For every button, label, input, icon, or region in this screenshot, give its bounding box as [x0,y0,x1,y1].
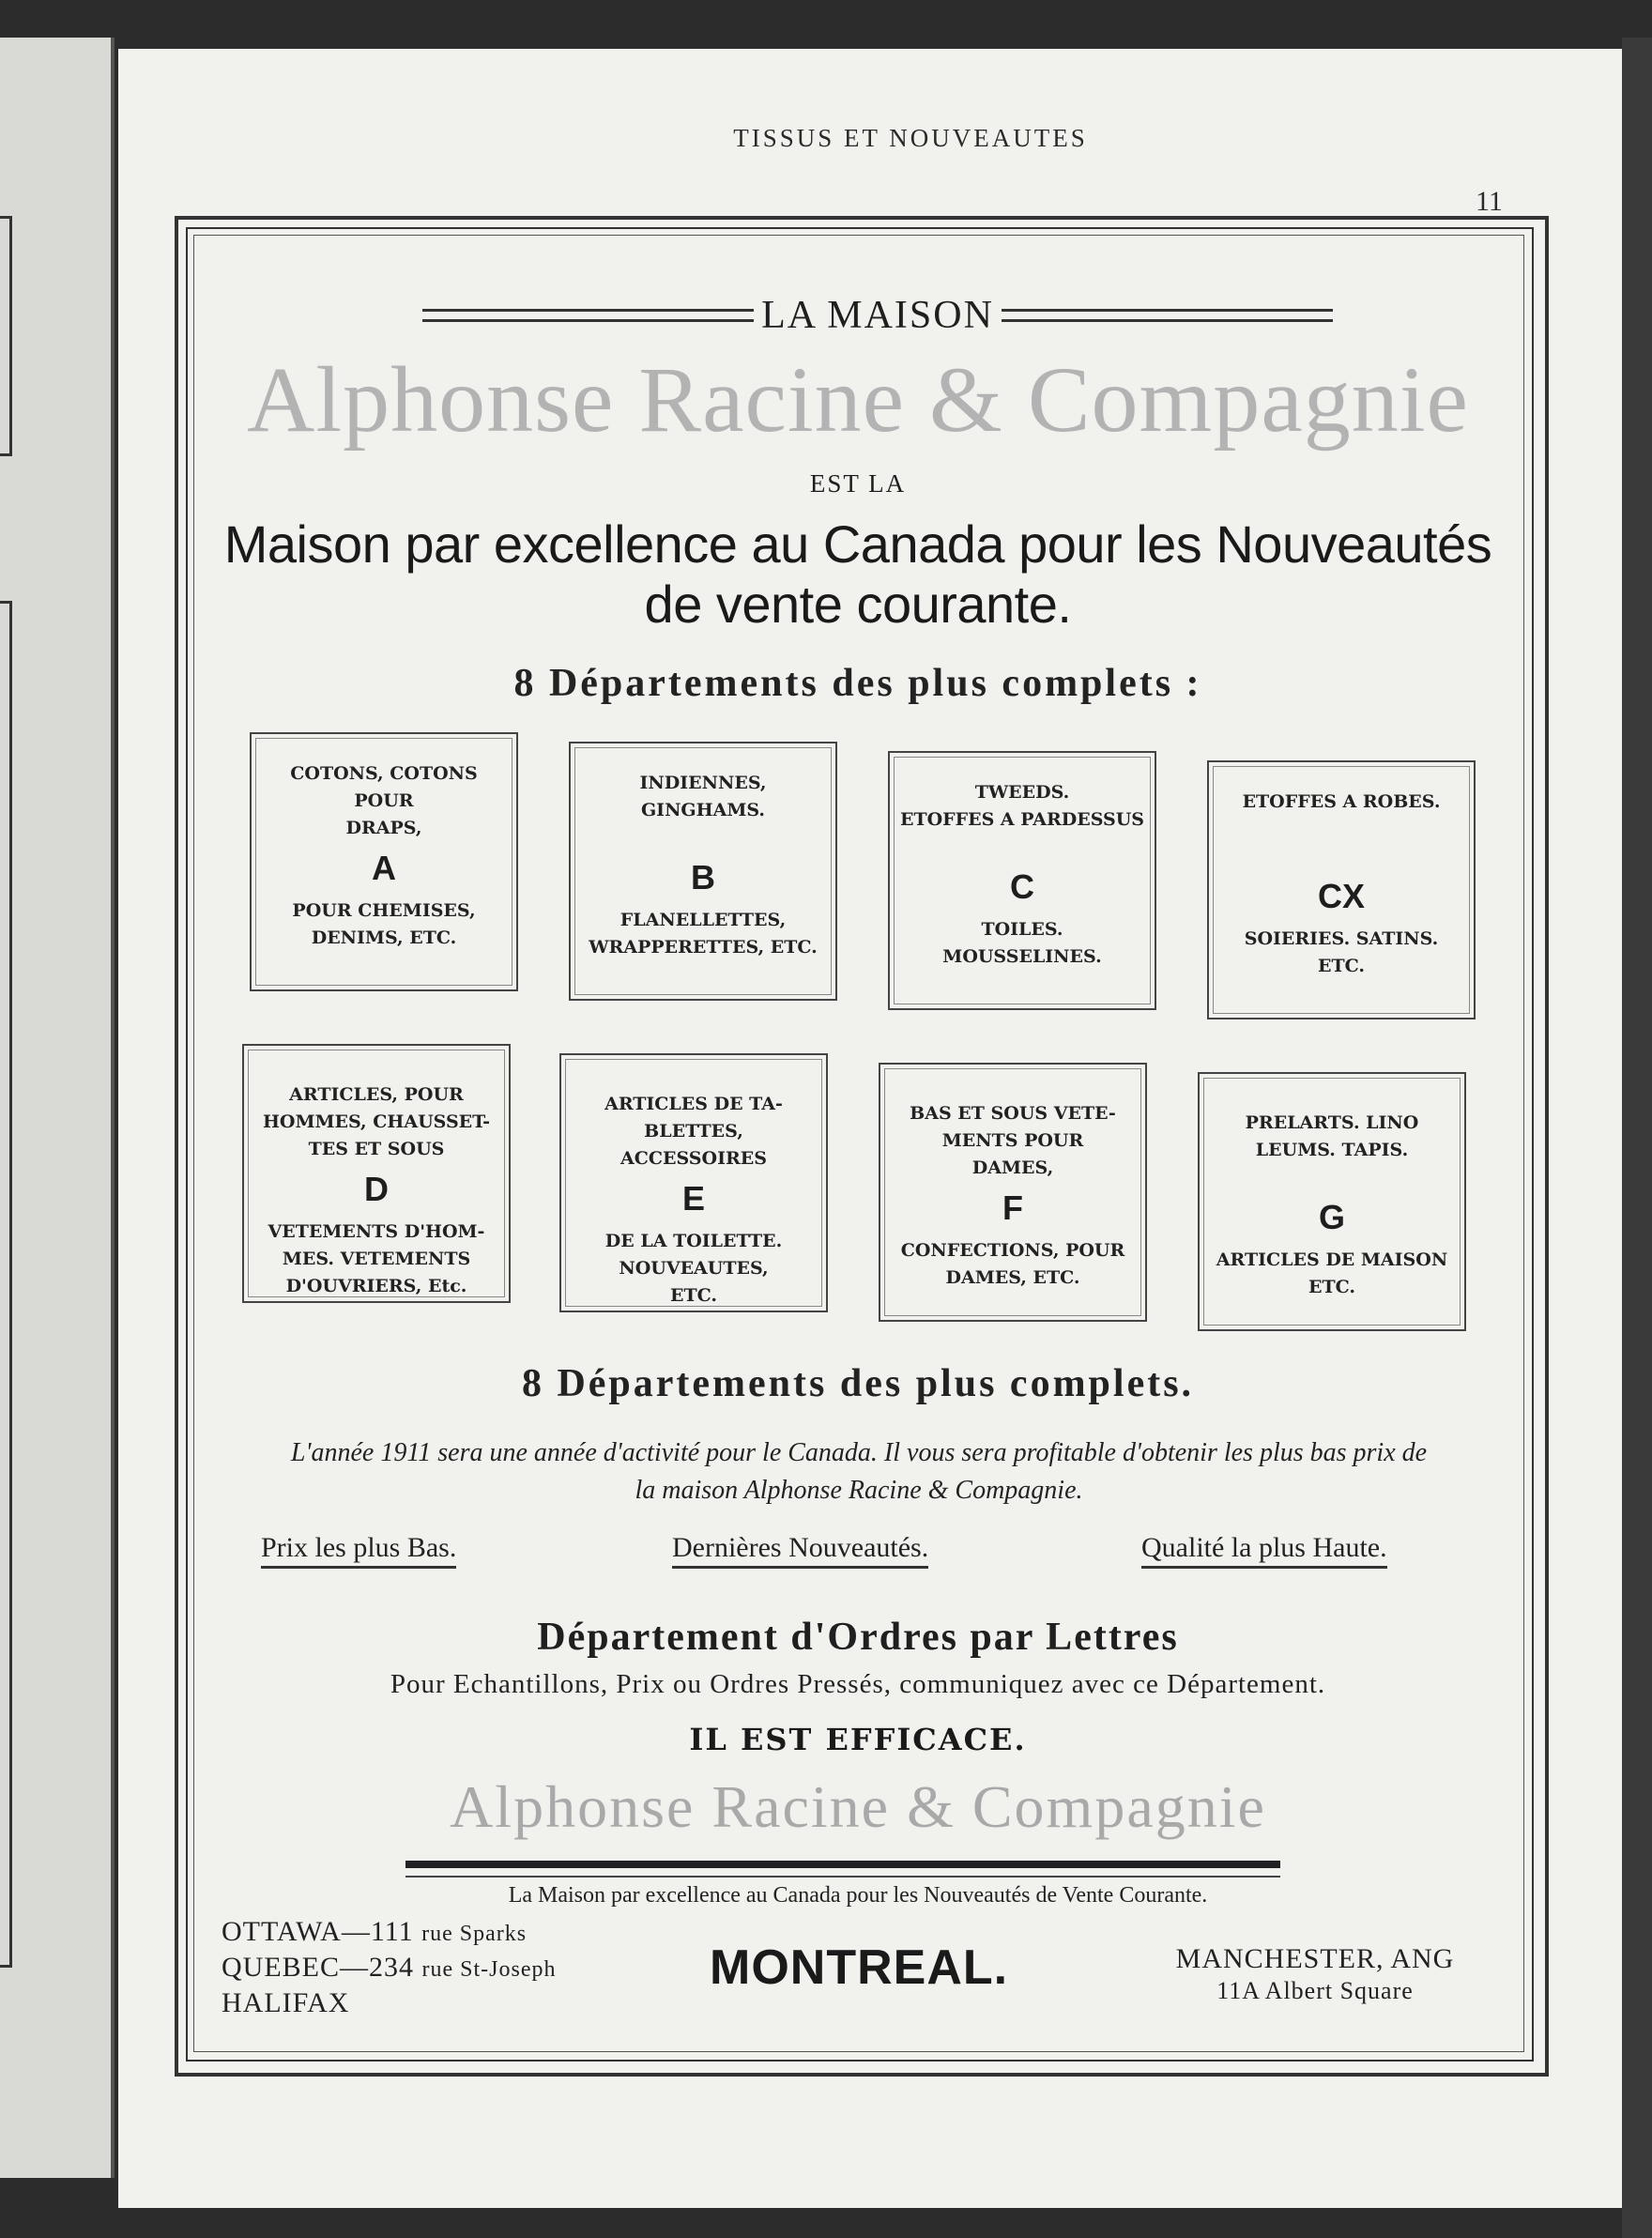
previous-page-edge [0,38,115,2178]
running-head: TISSUS ET NOUVEAUTES [733,124,1088,152]
address-manchester: MANCHESTER, ANG [1175,1943,1455,1974]
efficace-slogan: IL EST EFFICACE. [689,1722,1027,1757]
la-maison-row [422,293,1333,338]
department-box [250,732,518,991]
headline-line-2: de vente courante. [644,575,1072,634]
department-box [1198,1072,1466,1331]
sub-brand-line: La Maison par excellence au Canada pour les Nouveautés de Vente Courante. [508,1883,1208,1908]
department-top-text: COTONS, COTONS POUR DRAPS, [290,763,478,838]
departments-heading-bottom: 8 Départements des plus complets. [521,1362,1195,1405]
address-quebec [222,1951,556,1986]
mail-order-department-heading: Département d'Ordres par Lettres [537,1616,1179,1659]
previous-page-frame-top [0,216,12,456]
headline [193,514,1522,635]
la-maison-label: LA MAISON [761,294,994,337]
department-top-text: TWEEDS. ETOFFES A PARDESSUS [899,782,1145,830]
brand-underline-rule [405,1861,1280,1878]
headline-line-1: Maison par excellence au Canada pour les Nouveautés [223,514,1492,574]
department-letter: C [1010,867,1034,906]
department-top-text: PRELARTS. LINO LEUMS. TAPIS. [1245,1112,1419,1160]
department-top-text: BAS ET SOUS VETE- MENTS POUR DAMES, [910,1103,1116,1178]
department-box [888,751,1156,1010]
department-letter: D [364,1170,389,1208]
department-bottom-text: ARTICLES DE MAISON ETC. [1216,1249,1448,1297]
department-bottom-text: CONFECTIONS, POUR DAMES, ETC. [900,1240,1125,1288]
address-albert-square: 11A Albert Square [1216,1977,1414,2004]
department-bottom-text: SOIERIES. SATINS. ETC. [1244,928,1439,976]
city-montreal: MONTREAL. [710,1940,1009,1995]
department-letter: F [1002,1188,1023,1227]
department-letter: A [372,849,396,887]
department-box [1207,760,1476,1019]
tagline-lowest-prices: Prix les plus Bas. [261,1532,456,1569]
address-halifax: HALIFAX [222,1987,350,2018]
address-ottawa-city: OTTAWA—111 [222,1916,414,1947]
department-letter: E [681,1179,705,1218]
double-rule-right [1002,309,1333,322]
departments-heading-top: 8 Départements des plus complets : [513,662,1202,705]
tagline-latest-novelties: Dernières Nouveautés. [672,1532,928,1569]
address-block-left [222,1915,556,2020]
department-bottom-text: FLANELLETTES, WRAPPERETTES, ETC. [589,910,818,958]
department-letter: B [691,858,715,897]
tagline-highest-quality: Qualité la plus Haute. [1141,1532,1387,1569]
address-ottawa-street: rue Sparks [421,1922,528,1946]
department-top-text: ETOFFES A ROBES. [1242,791,1441,812]
department-box [242,1044,511,1303]
department-top-text: ARTICLES DE TA- BLETTES, ACCESSOIRES [604,1094,783,1169]
department-box [569,742,837,1001]
department-bottom-text: VETEMENTS D'HOM- MES. VETEMENTS D'OUVRIERS, Etc. [268,1221,485,1296]
mail-order-description: Pour Echantillons, Prix ou Ordres Pressés, communiquez avec ce Département. [390,1669,1326,1699]
address-quebec-street: rue St-Joseph [421,1957,557,1982]
brand-title: Alphonse Racine & Compagnie [247,347,1469,452]
department-bottom-text: TOILES. MOUSSELINES. [942,919,1102,967]
address-quebec-city: QUEBEC—234 [222,1952,414,1983]
department-letter: G [1318,1198,1345,1236]
book-edge [1622,38,1652,2238]
address-block-right [1160,1943,1470,2007]
department-box [879,1063,1147,1322]
department-bottom-text: POUR CHEMISES, DENIMS, ETC. [292,900,476,948]
brand-footer: Alphonse Racine & Compagnie [450,1773,1266,1840]
department-box [559,1053,828,1312]
address-ottawa [222,1915,556,1951]
italic-paragraph: L'année 1911 sera une année d'activité pour le Canada. Il vous sera profitable d'obtenir les plus bas prix de la maison Alphonse Racine & Compagnie. [290,1438,1428,1505]
department-letter: CX [1317,877,1365,915]
previous-page-frame-bottom [0,601,12,1968]
double-rule-left [422,309,754,322]
department-top-text: INDIENNES, GINGHAMS. [639,773,767,820]
department-top-text: ARTICLES, POUR HOMMES, CHAUSSET- TES ET SOUS [262,1084,491,1159]
est-la: EST LA [809,469,907,498]
department-bottom-text: DE LA TOILETTE. NOUVEAUTES, ETC. [604,1231,783,1306]
page-number: 11 [1476,186,1503,217]
